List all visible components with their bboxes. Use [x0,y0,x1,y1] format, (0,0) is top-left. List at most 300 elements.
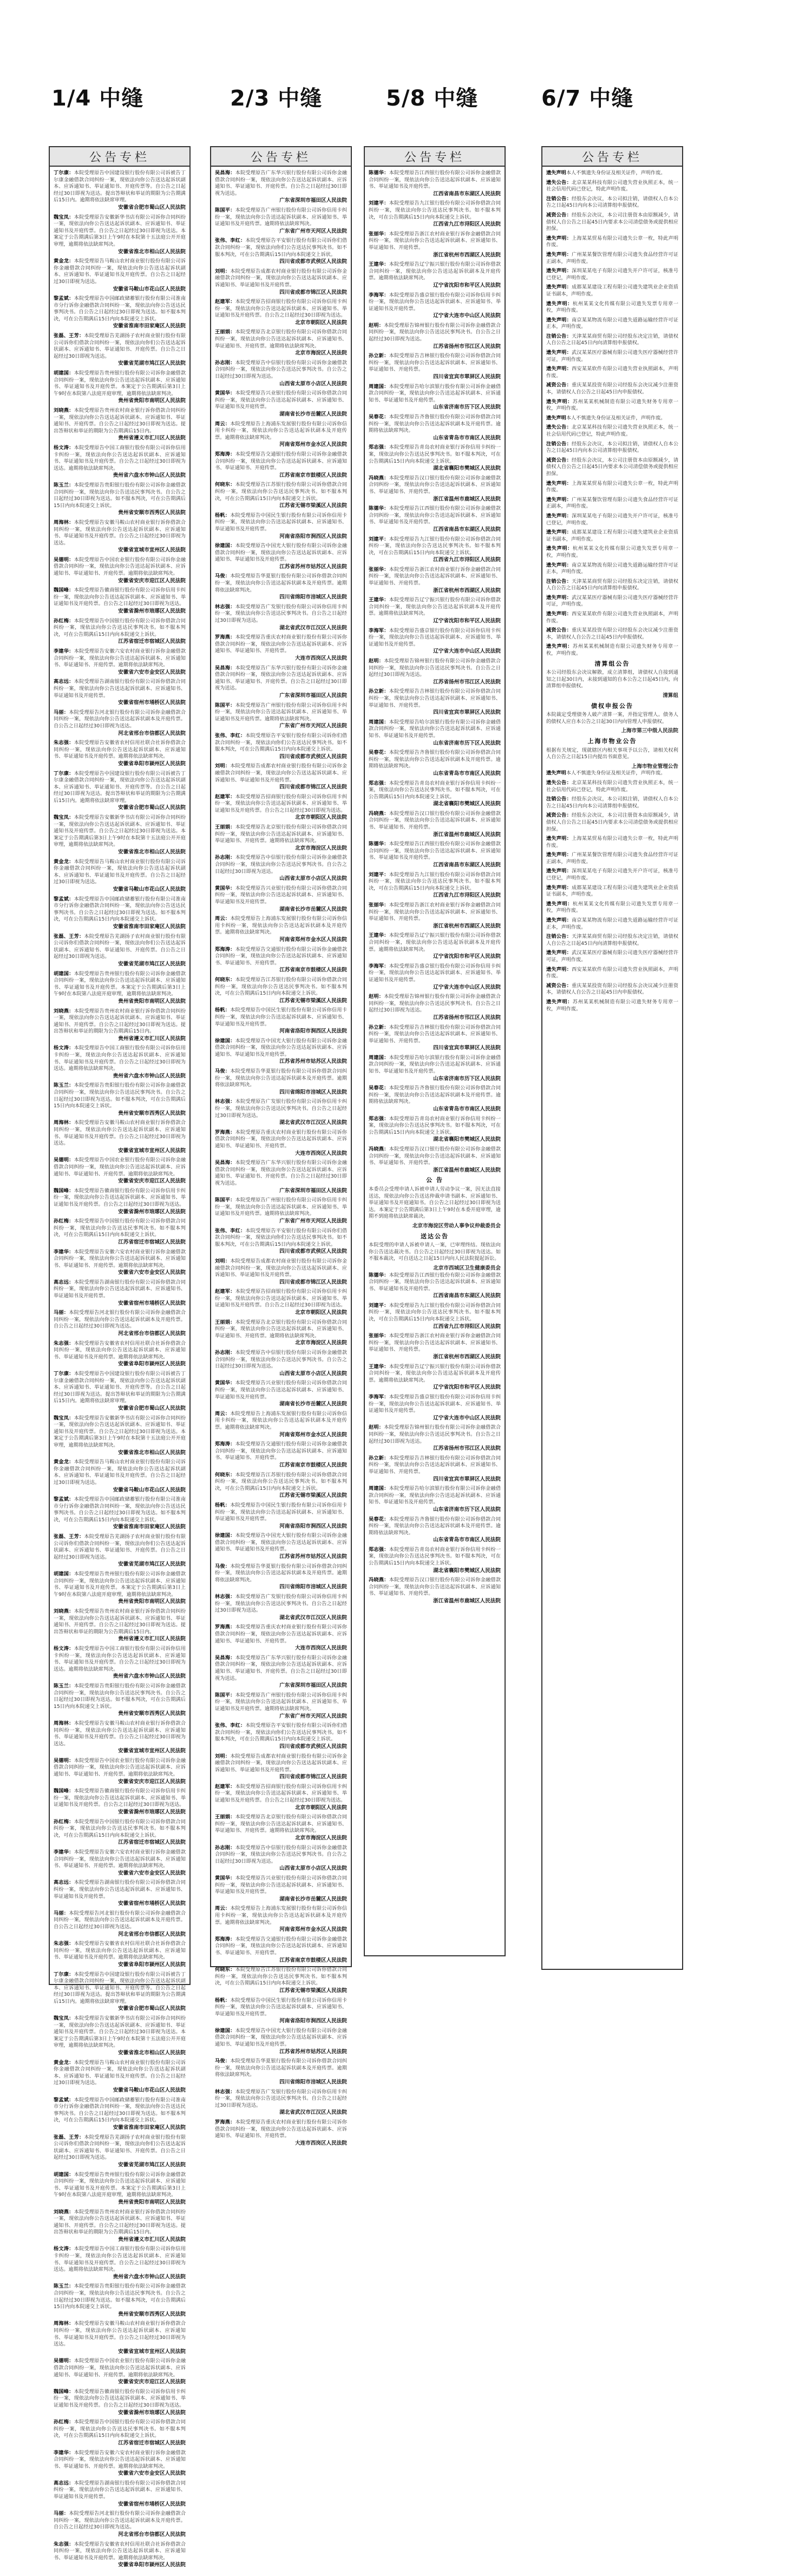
notice-court: 贵州省六盘水市钟山区人民法院 [113,472,186,479]
notice-text: 本院受理原告安徽新华书店有限公司诉你合同纠纷一案，现依法向你公告送达起诉状副本、应诉通知书、举证通知书及开庭传票。自公告之日起经过30日即视为送达。本案定于公告期满后第3日上午9时在本院第十五法庭公开开庭审理，逾期将依法缺席判决。 [54,214,186,247]
notice-item [215,1624,347,1652]
notice-text: 本院受理原告广东华兴银行股份有限公司诉你金融借款合同纠纷一案，现依法向你公告送达起诉状副本、应诉通知书、举证通知书、开庭传票。自公告之日起经过30日即视为送达。 [215,1160,348,1186]
notice-court: 辽宁省大连市中山区人民法院 [433,313,501,319]
notice-text: 本院受理原告浙江农村商业银行诉你金融借款合同纠纷一案，现依法向你公告送达起诉状副本、应诉通知书、举证通知书、开庭传票。 [369,1333,501,1353]
notice-text: 西安某某软件有限公司遗失营业执照副本，声明作废。 [546,611,679,624]
notice-item [215,1502,347,1530]
notice-text: 本院受理原告辽宁振兴银行股份有限公司诉你借款合同纠纷一案，现依法向你公告送达起诉状副本及开庭传票。逾期将依法缺席判决。 [369,261,501,281]
notice-item [215,1289,347,1316]
notice-item [369,475,501,503]
notice-court: 安徽省宣城市宣州区人民法院 [118,547,186,554]
notice-court: 安徽省宣城市宣州区人民法院 [118,1147,186,1154]
notice-court: 山东省济南市历下区人民法院 [433,1075,501,1082]
notice-court: 安徽省安庆市迎江区人民法院 [118,1178,186,1185]
notice-item [369,353,501,380]
notice-text: 本院受理原告辽宁振兴银行股份有限公司诉你借款合同纠纷一案，现依法向你公告送达起诉状副本及开庭传票。逾期将依法缺席判决。 [369,597,501,617]
notice-text: 本院受理原告安徽省农村信用社联合社诉你借款合同纠纷一案，现依法向你公告送达起诉状副本、应诉通知书、举证通知书及开庭传票。逾期将依法缺席判决。 [54,740,186,760]
notice-text: 本院受理原告安徽六安农村商业银行诉你金融借款合同纠纷一案，现依法向你公告送达起诉状副本、应诉通知书、举证通知书、开庭传票。逾期将依法缺席判决。 [54,2449,186,2469]
notice-text: 本院受理原告重庆农村商业银行股份有限公司诉你借款合同纠纷一案，现依法向你公告送达起诉状副本、应诉通知书、举证通知书、开庭传票。 [215,634,348,654]
notice-court: 贵州省安顺市西秀区人民法院 [118,510,186,516]
notice-item [369,872,501,899]
notice-court: 山西省太原市小店区人民法院 [279,876,347,882]
notice-court: 广东省深圳市福田区人民法院 [279,1683,347,1689]
notice-court: 安徽省宣城市宣州区人民法院 [118,2348,186,2355]
notice-recipient: 遗失声明： [546,868,572,875]
notice-recipient: 注销公告： [546,333,572,339]
notice-recipient: 遗失声明： [546,643,573,650]
notice-item [54,771,186,812]
notice-recipient: 遗失声明： [546,350,572,356]
notice-item [215,170,347,205]
section-title: 债权申报公告 [591,702,633,709]
notice-item [215,702,347,730]
notice-item [215,2119,347,2147]
notice-court: 安徽省六安市金安区人民法院 [118,1870,186,1876]
notice-item [54,1249,186,1277]
notice-text: 本人不慎遗失身份证及相关证件，声明作废。 [566,770,666,777]
notice-recipient: 遗失声明： [546,852,572,858]
notice-court: 浙江省杭州市西湖区人民法院 [433,1354,501,1361]
notice-text: 本院受理原告吉林银行股份有限公司诉你借款合同纠纷一案，现依法向你公告送达起诉状副本、应诉通知书、举证通知书、开庭传票。 [369,1455,501,1475]
notice-text: 本院受理原告汉口银行股份有限公司诉你金融借款合同纠纷一案，现依法向你公告送达起诉状副本、应诉通知书、举证通知书、开庭传票。 [369,1577,501,1597]
notice-item [546,885,678,898]
section-body: 本院受理的申请人诉被申请人一案，已审理终结。现依法向你公告送达裁决书。自公告之日起经过30日即视为送达。如不服本裁决，可自送达之日起15日内向人民法院提起诉讼。 [369,1242,501,1262]
notice-recipient: 郑海涛： [215,451,235,457]
notice-recipient: 孙红梅： [54,1218,74,1225]
notice-court: 安徽省芜湖市鸠江区人民法院 [118,2161,186,2168]
notice-text: 本院受理原告江苏银行股份有限公司诉你借款合同纠纷一案，现依法向你公告送达民事判决书。如不服本判决，可在公告期满后15日内向本院递交上诉状。 [215,1471,348,1491]
notice-text: 本院受理原告中国工商银行股份有限公司诉你信用卡纠纷一案，现依法向你公告送达起诉状副本、应诉通知书、举证通知书及开庭传票。自公告之日起经过30日即视为送达。逾期将依法缺席判决。 [54,444,186,471]
notice-item [215,2028,347,2055]
notice-text: 本院受理原告中国民生银行股份有限公司诉你信用卡纠纷一案，现依法向你公告送达起诉状副本、应诉通知书、举证通知书及开庭传票。 [215,1997,348,2017]
section-org: 清算组 [663,693,678,699]
notice-text: 本院受理原告重庆农村商业银行股份有限公司诉你借款合同纠纷一案，现依法向你公告送达起诉状副本、应诉通知书、举证通知书、开庭传票。 [215,2119,348,2139]
column-title-4: 6/7 中缝 [541,86,634,111]
notice-recipient: 张磊、王芳： [54,1534,84,1540]
column-body [542,167,682,1020]
notice-court: 河南省郑州市金水区人民法院 [279,1431,347,1438]
notice-item [215,1441,347,1469]
notice-recipient: 遗失声明： [546,284,572,291]
notice-item [546,836,678,849]
notice-text: 本院受理原告锦州银行股份有限公司诉你金融借款合同纠纷一案，现依法向你公告送达民事判决书。自公告之日起经过30日即视为送达。 [369,658,501,678]
notice-item [546,595,678,608]
notice-text: 本院受理原告青岛农村商业银行诉你信用卡纠纷一案，现依法向你公告送达民事判决书。如不服本判决，可在公告期满后15日内向本院递交上诉状。 [369,1546,501,1567]
notice-item [546,579,678,592]
notice-text: 本院受理原告中国建设银行股份有限公司诉被告丁尔康金融借款合同纠纷一案，现依法向你公告送达起诉状副本、应诉通知书、举证通知书、开庭传票等。自公告之日起经过30日即视为送达。提出答辩状和举证的期限为公告期满后15日内。逾期将依法缺席审理。 [54,770,186,804]
notice-item [54,2060,186,2094]
notice-recipient: 王丽娟： [215,1814,235,1821]
notice-recipient: 何晓东： [215,1471,235,1478]
notice-recipient: 高志远： [54,679,74,685]
notice-item [54,1310,186,1337]
notice-item [546,934,678,947]
notice-court: 河北省邢台市信都区人民法院 [118,730,186,737]
notice-text: 本院受理原告中国银行股份有限公司诉你借款合同纠纷一案，现依法向你公告送达民事判决书。如不服本判决，可在公告期满后15日内向本院递交上诉状。 [54,1818,186,1838]
notice-item [369,963,501,991]
notice-recipient: 减资公告： [546,382,572,389]
notice-court: 北京市海淀区人民法院 [295,1835,347,1842]
notice-text: 本院受理原告徽商银行股份有限公司诉你信用卡纠纷一案，现依法向你公告送达起诉状副本、应诉通知书、举证通知书及开庭传票。自公告之日起经过30日即视为送达。 [54,1187,186,1207]
notice-item [546,852,678,865]
notice-court: 四川省绵阳市涪城区人民法院 [279,1089,347,1095]
notice-text: 本院受理原告徽商银行股份有限公司诉你信用卡纠纷一案，现依法向你公告送达起诉状副本、应诉通知书、举证通知书及开庭传票。自公告之日起经过30日即视为送达。 [54,2388,186,2408]
notice-recipient: 李建华： [54,2449,74,2456]
notice-text: 本院受理原告成都农村商业银行股份有限公司诉你金融借款合同纠纷一案，现依法向你公告送达起诉状副本、应诉通知书、举证通知书及开庭传票。 [215,1753,348,1773]
notice-recipient: 何晓东： [215,482,235,488]
notice-text: 天津某某商贸有限公司经股东决定注销，请债权人自公告之日起45日内向清算组申报债权。 [546,333,679,346]
notice-item [215,360,347,387]
notice-item [369,231,501,259]
notice-item [215,2058,347,2086]
notice-court: 江西省九江市浔阳区人民法院 [433,892,501,899]
notice-court: 贵州省六盘水市钟山区人民法院 [113,1673,186,1680]
notice-text: 本院受理原告江西银行股份有限公司诉你金融借款合同纠纷一案，现依法向你公告送达起诉状副本、应诉通知书、举证通知书及开庭传票。 [369,1272,501,1292]
notice-item [54,214,186,256]
notice-item [215,733,347,760]
notice-text: 经股东会决议，本公司注册资本由原额减少，请债权人自公告之日起45日内要求本公司清偿债务或提供相应担保。 [546,812,679,832]
notice-item [215,634,347,662]
notice-text: 本院受理原告重庆农村商业银行股份有限公司诉你借款合同纠纷一案，现依法向你公告送达起诉状副本、应诉通知书、举证通知书、开庭传票。 [215,1624,348,1644]
notice-court: 山东省济南市历下区人民法院 [433,1506,501,1513]
notice-item [215,1380,347,1408]
notice-text: 本院受理原告贵州银行股份有限公司诉你金融借款合同纠纷一案，现依法向你公告送达起诉状副本、应诉通知书、举证通知书及开庭传票。本案定于公告期满后第3日上午9时在本院第八法庭开庭审理，逾期将依法缺席判决。 [54,2171,186,2198]
notice-text: 本院受理原告九江银行股份有限公司诉你借款合同纠纷一案，现依法向你公告送达民事判决书。如不服本判决，可在公告期满后15日内向本院递交上诉状。 [369,536,501,556]
notice-court: 湖北省武汉市江汉区人民法院 [279,1614,347,1621]
notice-court: 山西省太原市小店区人民法院 [279,1865,347,1872]
notice-column-1 [49,146,191,2568]
notice-court: 贵州省六盘水市钟山区人民法院 [113,1073,186,1079]
notice-recipient: 冯晓燕： [369,1577,389,1583]
notice-recipient: 陈玉兰： [54,1683,74,1689]
column-title-2: 2/3 中缝 [230,86,323,111]
notice-recipient: 高志远： [54,2480,74,2486]
notice-court: 安徽省滁州市琅琊区人民法院 [118,1809,186,1816]
notice-text: 本院受理原告兴业银行股份有限公司诉你借款合同纠纷一案，现依法向你公告送达起诉状副本、应诉通知书、举证通知书及开庭传票。 [215,1875,348,1895]
notice-recipient: 郑志强： [369,444,389,451]
notice-recipient: 孙立新： [369,353,389,359]
notice-court: 大连市西岗区人民法院 [295,1150,347,1156]
notice-text: 本院受理原告安徽新华书店有限公司诉你合同纠纷一案，现依法向你公告送达起诉状副本、应诉通知书、举证通知书及开庭传票。自公告之日起经过30日即视为送达。本案定于公告期满后第3日上午9时在本院第十五法庭公开开庭审理，逾期将依法缺席判决。 [54,1415,186,1448]
notice-recipient: 魏国峰： [54,1187,74,1194]
notice-recipient: 赵建军： [215,793,235,800]
notice-item [54,2283,186,2318]
notice-item [54,1120,186,1154]
notice-item [369,750,501,777]
notice-item [54,934,186,968]
notice-court: 浙江省温州市鹿城区人民法院 [433,1167,501,1173]
notice-item [215,573,347,601]
notice-text: 本院受理原告广东华兴银行股份有限公司诉你金融借款合同纠纷一案，现依法向你公告送达起诉状副本、应诉通知书、举证通知书、开庭传票。自公告之日起经过30日即视为送达。 [215,665,348,692]
notice-text: 本院受理原告平安银行股份有限公司诉你们借款合同纠纷一案，现依法向你们公告送达民事判决书。如不服本判决，可在公告期满后15日内向本院递交上诉状。 [215,732,348,753]
notice-recipient: 马俊： [215,2058,231,2065]
notice-text: 本院受理原告华夏银行股份有限公司诉你借款合同纠纷一案，现依法向你公告送达起诉状副本及开庭传票。逾期将依法缺席判决。 [215,2058,348,2078]
notice-text: 本院受理原告广发银行股份有限公司诉你信用卡纠纷一案，现依法向你公告送达民事判决书。自公告之日起经过30日即视为送达。 [215,1099,348,1119]
notice-court: 四川省成都市武侯区人民法院 [279,259,347,265]
notice-recipient: 周云： [215,420,231,427]
notice-recipient: 黄金龙： [54,258,74,265]
notice-text: 本院受理原告广州银行股份有限公司诉你信用卡纠纷一案，现依法向你公告送达起诉状副本、应诉通知书、举证通知书及开庭传票。逾期将依法缺席判决。 [215,702,348,722]
notice-item [546,441,678,455]
notice-recipient: 马丽： [54,1910,69,1916]
notice-text: 重庆某某投资有限公司经股东会决议减少注册资本，请债权人自公告之日起45日内申报债权。 [546,982,679,996]
notice-text: 武汉某某医疗器械有限公司遗失医疗器械经营许可证，声明作废。 [546,594,679,608]
notice-recipient: 遗失声明： [546,917,572,924]
notice-text: 本院受理原告广州银行股份有限公司诉你信用卡纠纷一案，现依法向你公告送达起诉状副本、应诉通知书、举证通知书及开庭传票。逾期将依法缺席判决。 [215,1692,348,1712]
notice-court: 安徽省马鞍山市花山区人民法院 [113,286,186,292]
notice-recipient: 陈德华： [369,505,389,512]
notice-recipient: 魏国峰： [54,2388,74,2395]
notice-recipient: 孙立新： [369,1455,389,1461]
notice-item [54,1646,186,1680]
notice-item [369,628,501,655]
column-title-1: 1/4 中缝 [51,86,144,111]
notice-text: 本院受理原告青岛农村商业银行诉你信用卡纠纷一案，现依法向你公告送达民事判决书。如不服本判决，可在公告期满后15日内向本院递交上诉状。 [369,780,501,800]
notice-recipient: 徐建国： [215,1037,235,1044]
notice-item [369,1486,501,1513]
notice-item [546,415,678,422]
notice-text: 本院受理原告中国邮政储蓄银行股份有限公司淮南市分行诉你金融借款合同纠纷一案，现依法向你公告送达民事判决书。自公告之日起经过30日即视为送达。如不服本判决，可在公告期满后15日内向本院递交上诉状。 [54,1496,186,1523]
notice-item [215,1068,347,1096]
notice-item [54,1571,186,1606]
notice-recipient: 刘建平： [369,200,389,207]
notice-text: 天津某某商贸有限公司经股东决定注销，请债权人自公告之日起45日内向清算组申报债权。 [546,578,679,592]
notice-recipient: 周建国： [369,1486,389,1492]
notice-court: 四川省成都市武侯区人民法院 [279,1743,347,1750]
notice-item [215,299,347,326]
notice-recipient: 胡建国： [54,2171,74,2178]
notice-item [369,1547,501,1574]
notice-text: 本院受理原告中国银行股份有限公司诉你借款合同纠纷一案，现依法向你公告送达民事判决书。如不服本判决，可在公告期满后15日内向本院递交上诉状。 [54,1218,186,1238]
notice-text: 本院受理原告安徽省农村信用社联合社诉你借款合同纠纷一案，现依法向你公告送达起诉状副本、应诉通知书、举证通知书及开庭传票。逾期将依法缺席判决。 [54,1340,186,1360]
notice-recipient: 遗失公告： [546,424,572,431]
notice-court: 江苏省苏州市姑苏区人民法院 [279,1059,347,1065]
notice-court: 安徽省芜湖市鸠江区人民法院 [118,360,186,367]
notice-court: 四川省成都市锦江区人民法院 [279,1279,347,1285]
notice-recipient: 遗失声明 [546,415,566,421]
notice-recipient: 周云： [215,1905,231,1912]
notice-recipient: 郑志强： [369,1115,389,1122]
notice-recipient: 遗失声明： [546,496,572,503]
notice-text: 南京某某物流有限公司遗失道路运输经营许可证正本，声明作废。 [546,562,679,575]
notice-court: 北京市朝阳区人民法院 [295,1310,347,1316]
notice-text: 深圳某某电子有限公司遗失开户许可证，核准号已登记，声明作废。 [546,268,679,281]
notice-text: 本院受理原告贵州农村商业银行诉你借款合同纠纷一案，现依法向你公告送达起诉状副本、应诉通知书、举证通知书、开庭传票。自公告之日起经过30日即视为送达。提出答辩状和举证的期限为公告期满后15日内。 [54,2209,186,2236]
notice-text: 本院受理原告湖南银行股份有限公司诉你借款合同纠纷一案，现依法向你公告送达起诉状副本、应诉通知书、举证通知书及开庭传票。 [54,1880,186,1900]
notice-recipient: 朱志强： [54,740,74,746]
notice-court: 浙江省温州市鹿城区人民法院 [433,496,501,502]
notice-text: 本院受理原告成都农村商业银行股份有限公司诉你金融借款合同纠纷一案，现依法向你公告送达起诉状副本、应诉通知书、举证通知书及开庭传票。 [215,268,348,288]
notice-item [54,1880,186,1907]
notice-item [54,2015,186,2057]
notice-text: 杭州某某文化传媒有限公司遗失发票专用章一枚，声明作废。 [546,300,679,314]
notice-text: 上海某某贸易有限公司遗失公章一枚，特此声明作废。 [546,235,679,248]
notice-court: 江苏省南京市鼓楼区人民法院 [279,967,347,974]
notice-text: 本院受理原告贵阳银行股份有限公司诉你金融借款合同纠纷一案，现依法向你公告送达民事判决书。自公告之日起经过30日即视为送达。如不服本判决，可在公告期满后15日内向本院递交上诉状。 [54,2283,186,2310]
notice-item [369,658,501,686]
notice-recipient: 吴昌海： [215,1654,235,1661]
notice-item [54,1340,186,1368]
notice-text: 本院受理原告平安银行股份有限公司诉你们借款合同纠纷一案，现依法向你们公告送达民事判决书。如不服本判决，可在公告期满后15日内向本院递交上诉状。 [215,1723,348,1743]
notice-court: 山东省青岛市市南区人民法院 [433,1537,501,1543]
notice-text: 本院受理原告齐鲁银行股份有限公司诉你借款合同纠纷一案，现依法向你公告送达起诉状副本及开庭传票。逾期将依法缺席判决。 [369,1516,501,1536]
notice-text: 本院受理原告中信银行股份有限公司诉你金融借款合同纠纷一案，现依法向你公告送达民事判决书。自公告之日起经过30日即视为送达。 [215,1844,348,1864]
notice-recipient: 注销公告： [546,934,572,940]
notice-item [546,643,678,657]
notice-court: 湖北省武汉市江汉区人民法院 [279,2110,347,2116]
notice-item [215,1038,347,1066]
notice-court: 山东省青岛市市南区人民法院 [433,770,501,777]
notice-item [215,1845,347,1872]
notice-recipient: 陈玉兰： [54,482,74,488]
notice-text: 杭州某某文化传媒有限公司遗失发票专用章一枚，声明作废。 [546,546,679,558]
notice-text: 本院受理原告中国银行股份有限公司诉你借款合同纠纷一案，现依法向你公告送达民事判决书。如不服本判决，可在公告期满后15日内向本院递交上诉状。 [54,617,186,638]
notice-text: 本院受理原告浙江农村商业银行诉你金融借款合同纠纷一案，现依法向你公告送达起诉状副本、应诉通知书、举证通知书、开庭传票。 [369,902,501,922]
notice-court: 河南省郑州市金水区人民法院 [279,936,347,943]
notice-item [215,1160,347,1194]
notice-text: 深圳某某电子有限公司遗失开户许可证，核准号已登记，声明作废。 [546,512,679,526]
notice-text: 北京某某科技有限公司遗失营业执照正本，统一社会信用代码已登记，特此声明作废。 [546,424,679,437]
notice-court: 湖北省襄阳市樊城区人民法院 [433,1136,501,1143]
notice-court: 贵州省遵义市汇川区人民法院 [118,1636,186,1642]
notice-court: 安徽省合肥市蜀山区人民法院 [118,204,186,211]
notice-recipient: 李海军： [369,627,389,634]
notice-item [215,855,347,882]
notice-recipient: 李海军： [369,292,389,298]
notice-court: 江苏省扬州市邗江区人民法院 [433,1445,501,1452]
notice-recipient: 林志强： [215,603,235,610]
notice-item [215,1197,347,1225]
notice-recipient: 刘建平： [369,536,389,542]
notice-recipient: 周建国： [369,719,389,725]
notice-recipient: 胡建国： [54,1571,74,1578]
notice-item [215,238,347,265]
notice-recipient: 张丽华： [369,902,389,908]
notice-text: 本院受理原告安徽六安农村商业银行诉你金融借款合同纠纷一案，现依法向你公告送达起诉状副本、应诉通知书、举证通知书、开庭传票。逾期将依法缺席判决。 [54,1849,186,1869]
notice-court: 贵州省遵义市汇川区人民法院 [118,1035,186,1042]
notice-item [215,794,347,822]
notice-recipient: 赵建军： [215,1783,235,1790]
notice-court: 江西省南昌市东湖区人民法院 [433,862,501,869]
notice-court: 江西省九江市浔阳区人民法院 [433,557,501,563]
notice-court: 江西省南昌市东湖区人民法院 [433,526,501,533]
notice-text: 本院受理原告安徽马鞍山农村商业银行诉你借款合同纠纷一案，现依法向你公告送达起诉状副本、应诉通知书、举证通知书及开庭传票。自公告之日起经过30日即视为送达。 [54,2321,186,2348]
notice-court: 安徽省六安市金安区人民法院 [118,669,186,675]
notice-recipient: 注销公告： [546,796,572,803]
notice-item [546,235,678,249]
notice-text: 本院受理原告芜湖扬子农村商业银行股份有限公司诉你们借款合同纠纷一案，现依法向你们公告送达起诉状副本、应诉通知书、举证通知书、开庭传票。自公告之日起经过30日即视为送达。 [54,2134,186,2161]
notice-text: 本院受理原告中国邮政储蓄银行股份有限公司淮南市分行诉你金融借款合同纠纷一案，现依法向你公告送达民事判决书。自公告之日起经过30日即视为送达。如不服本判决，可在公告期满后15日内向本院递交上诉状。 [54,295,186,322]
notice-recipient: 林志强： [215,2088,235,2095]
notice-court: 四川省绵阳市涪城区人民法院 [279,2079,347,2086]
notice-court: 江西省南昌市东湖区人民法院 [433,1293,501,1299]
notice-item [546,196,678,209]
notice-text: 本院受理原告江西银行股份有限公司诉你金融借款合同纠纷一案，现依法向你公告送达起诉状副本、应诉通知书、举证通知书及开庭传票。 [369,505,501,525]
notice-text: 本院受理原告中国光大银行股份有限公司诉你金融借款合同纠纷一案，现依法向你公告送达起诉状副本、应诉通知书、举证通知书及开庭传票。 [215,2027,348,2048]
notice-item [54,814,186,856]
notice-court: 江苏省无锡市梁溪区人民法院 [279,503,347,509]
notice-text: 本院受理原告中国工商银行股份有限公司诉你信用卡纠纷一案，现依法向你公告送达起诉状副本、应诉通知书、举证通知书及开庭传票。自公告之日起经过30日即视为送达。逾期将依法缺席判决。 [54,2246,186,2273]
notice-text: 本院受理原告马鞍山农村商业银行股份有限公司诉你金融借款合同纠纷一案，现依法向你公告送达起诉状副本、应诉通知书、举证通知书及开庭传票。自公告之日起经过30日即视为送达。 [54,1459,186,1486]
notice-court: 湖北省武汉市江汉区人民法院 [279,1120,347,1126]
notice-court: 湖南省长沙市岳麓区人民法院 [279,1896,347,1902]
notice-text: 经股东会决议，本公司拟注销，请债权人自本公告之日起45日内向本公司清算组申报债权。 [546,195,679,209]
notice-recipient: 遗失声明： [546,546,573,552]
notice-text: 经股东会决议，本公司拟注销，请债权人自本公告之日起45日内向本公司清算组申报债权。 [546,441,679,454]
notice-recipient: 张伟、李红： [215,1227,246,1234]
notice-item [215,916,347,943]
notice-recipient: 减资公告： [546,982,572,989]
notice-column-4 [541,146,683,1970]
notice-recipient: 吴德明： [54,1757,74,1764]
notice-recipient: 赵建军： [215,1289,235,1295]
notice-item [215,1875,347,1903]
notice-recipient: 吴昌海： [215,1160,235,1166]
notice-court: 贵州省安顺市西秀区人民法院 [118,1711,186,1717]
notice-court: 江苏省无锡市梁溪区人民法院 [279,1987,347,1994]
notice-text: 本院受理原告上海浦东发展银行股份有限公司诉你信用卡纠纷一案，现依法向你公告送达起诉状副本及开庭传票。逾期将依法缺席判决。 [215,916,348,936]
notice-item [54,520,186,554]
notice-text: 本院受理原告上海浦东发展银行股份有限公司诉你信用卡纠纷一案，现依法向你公告送达起诉状副本及开庭传票。逾期将依法缺席判决。 [215,1410,348,1430]
notice-recipient: 张丽华： [369,1333,389,1339]
notice-text: 重庆某某投资有限公司经股东会决议减少注册资本，请债权人自公告之日起45日内申报债权。 [546,627,679,640]
notice-text: 本院受理原告中国民生银行股份有限公司诉你信用卡纠纷一案，现依法向你公告送达起诉状副本、应诉通知书、举证通知书及开庭传票。 [215,1502,348,1522]
notice-court: 安徽省阜阳市颍州区人民法院 [118,1361,186,1368]
notice-court: 河北省邢台市信都区人民法院 [118,1331,186,1337]
notice-recipient: 周海林： [54,519,74,525]
notice-recipient: 遗失声明： [546,998,573,1005]
notice-court: 贵州省遵义市汇川区人民法院 [118,435,186,442]
notice-court: 广东省广州市天河区人民法院 [279,1218,347,1224]
notice-text: 本院受理原告徽商银行股份有限公司诉你信用卡纠纷一案，现依法向你公告送达起诉状副本、应诉通知书、举证通知书及开庭传票。自公告之日起经过30日即视为送达。 [54,1788,186,1808]
notice-recipient: 孙志刚： [215,359,235,366]
notice-recipient: 李建华： [54,1849,74,1855]
notice-item [369,1577,501,1605]
notice-recipient: 杨帆： [215,1502,231,1508]
notice-court: 安徽省马鞍山市花山区人民法院 [113,1487,186,1493]
notice-recipient: 王建华： [369,261,389,268]
notice-text: 成都某某建设工程有限公司遗失建筑业企业资质证书副本，声明作废。 [546,284,679,297]
notice-item [546,333,678,347]
notice-recipient: 徐建国： [215,543,235,549]
notice-text: 本院受理原告中国银行股份有限公司诉你借款合同纠纷一案，现依法向你公告送达民事判决书。如不服本判决，可在公告期满后15日内向本院递交上诉状。 [54,2419,186,2439]
notice-court: 安徽省合肥市蜀山区人民法院 [118,2006,186,2012]
notice-text: 本院受理原告广州银行股份有限公司诉你信用卡纠纷一案，现依法向你公告送达起诉状副本、应诉通知书、举证通知书及开庭传票。逾期将依法缺席判决。 [215,207,348,227]
notice-recipient: 黄国华： [215,390,235,397]
section-body: 本院裁定受理债务人破产清算一案，并指定管理人。债务人的债权人应自本公告之日起30日内向管理人申报债权。 [546,712,678,725]
notice-item [369,1085,501,1113]
notice-item [369,902,501,930]
notice-court: 安徽省芜湖市鸠江区人民法院 [118,961,186,967]
notice-court: 浙江省杭州市西湖区人民法院 [433,587,501,594]
notice-item [54,2172,186,2206]
notice-court: 湖北省武汉市江汉区人民法院 [279,625,347,631]
notice-item [215,1967,347,1994]
notice-text: 本院受理原告安徽马鞍山农村商业银行诉你借款合同纠纷一案，现依法向你公告送达起诉状副本、应诉通知书、举证通知书及开庭传票。自公告之日起经过30日即视为送达。 [54,519,186,546]
notice-item [54,1459,186,1494]
notice-text: 本院受理原告哈尔滨银行股份有限公司诉你金融借款合同纠纷一案，现依法向你公告送达起诉状副本、应诉通知书、举证通知书及开庭传票。 [369,383,501,403]
notice-item [54,1045,186,1080]
notice-text: 本院受理原告重庆农村商业银行股份有限公司诉你借款合同纠纷一案，现依法向你公告送达起诉状副本、应诉通知书、举证通知书、开庭传票。 [215,1129,348,1149]
notice-item [54,1415,186,1457]
notice-item [54,1008,186,1043]
notice-court: 北京市海淀区人民法院 [295,1340,347,1346]
notice-recipient: 李海军： [369,963,389,969]
notice-recipient: 减资公告： [546,212,572,218]
notice-item [546,562,678,576]
notice-item [215,1007,347,1035]
notice-text: 本院受理原告广东华兴银行股份有限公司诉你金融借款合同纠纷一案，现依法向你公告送达起诉状副本、应诉通知书、举证通知书、开庭传票。自公告之日起经过30日即视为送达。 [215,170,348,196]
